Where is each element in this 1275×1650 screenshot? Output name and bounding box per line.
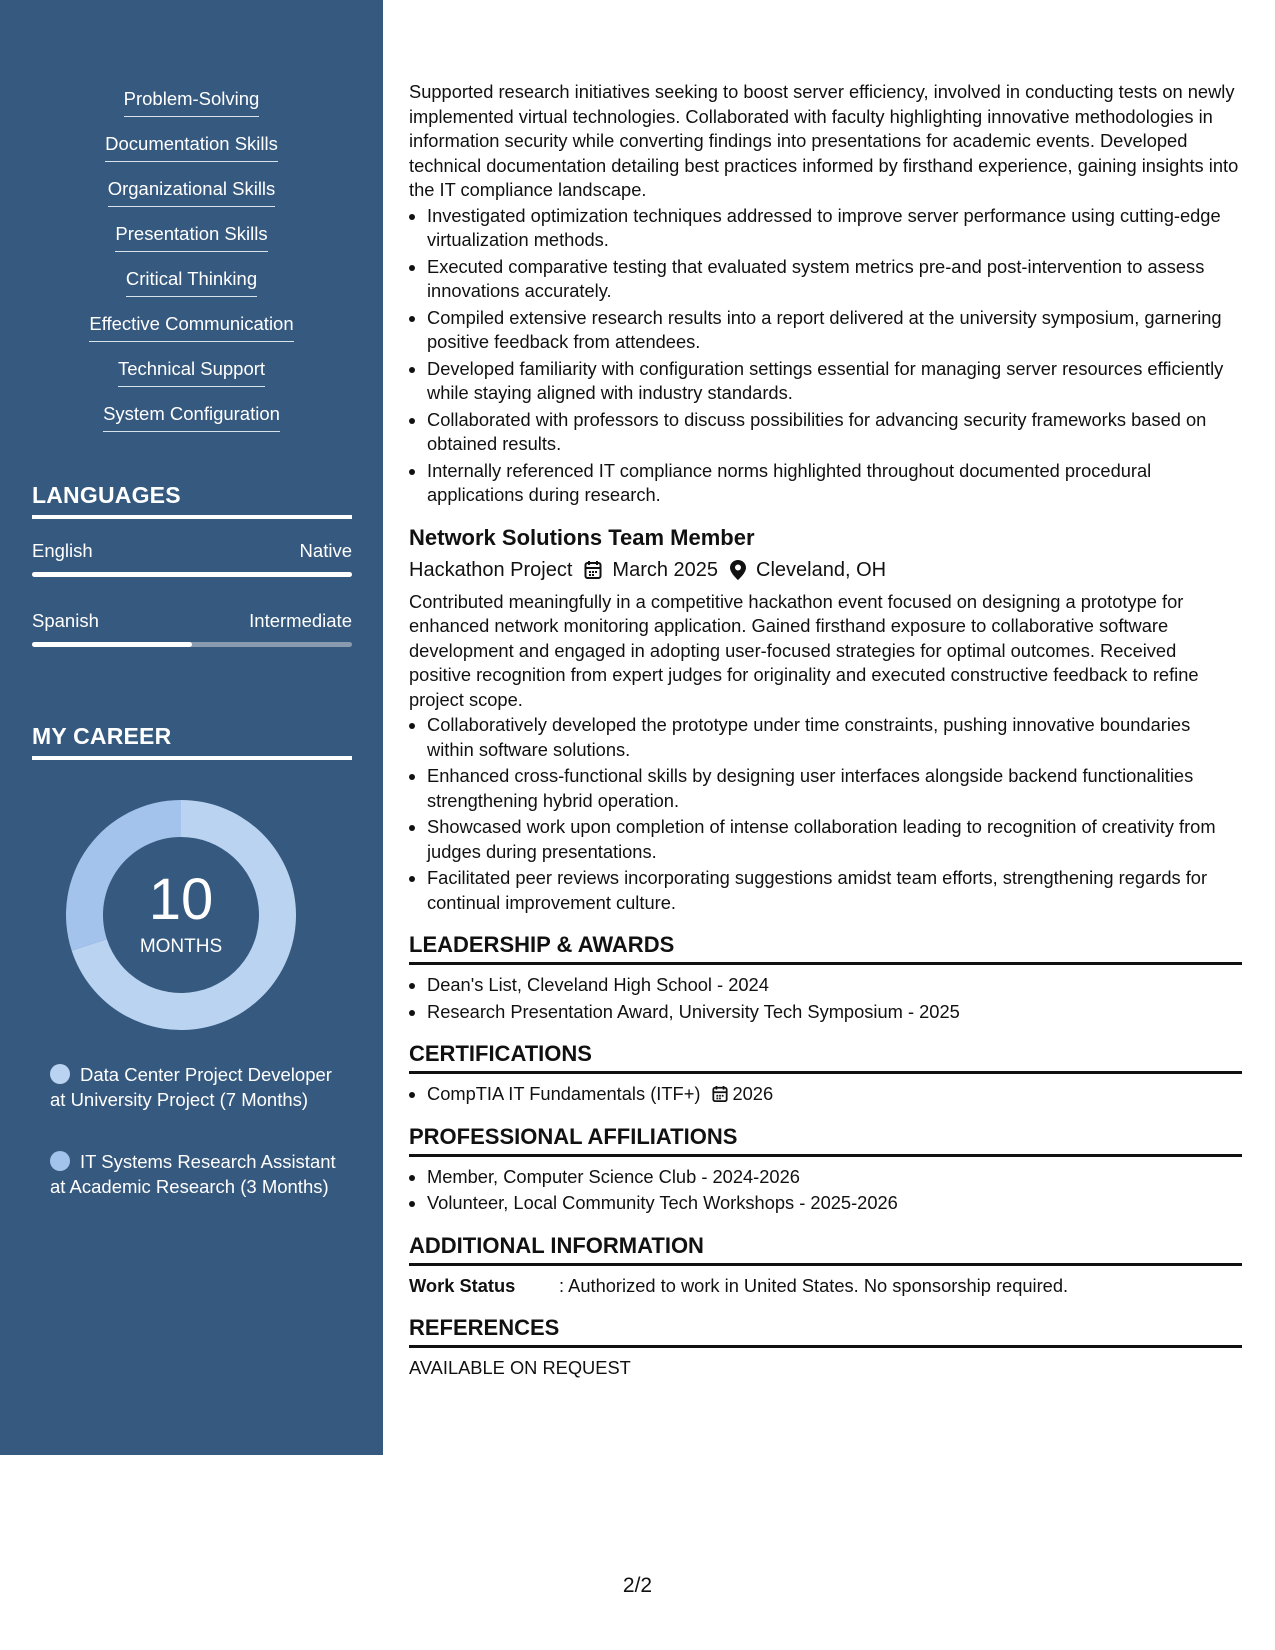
career-legend-item xyxy=(50,1150,340,1199)
leadership-list xyxy=(409,973,1242,1024)
work-status-row xyxy=(409,1274,1242,1299)
languages-heading: LANGUAGES xyxy=(32,482,352,519)
language-name: English xyxy=(32,540,93,561)
list-item: • Enhanced cross-functional skills by designing user interfaces alongside backend functionalities strengthening hybrid operation. xyxy=(427,764,1242,813)
skill-item: Organizational Skills xyxy=(108,176,276,207)
language-name: Spanish xyxy=(32,610,99,631)
references-heading: REFERENCES xyxy=(409,1314,1242,1348)
career-total-months: 10 xyxy=(148,867,214,932)
certification-year: 2026 xyxy=(732,1083,774,1104)
calendar-icon xyxy=(584,560,602,580)
location-pin-icon xyxy=(730,560,746,580)
skill-item: Presentation Skills xyxy=(115,221,267,252)
job-bullets xyxy=(409,713,1242,915)
sidebar xyxy=(0,0,383,1455)
list-item: • Facilitated peer reviews incorporating suggestions amidst team efforts, strengthening regards for continual improvement culture. xyxy=(427,866,1242,915)
job-organization: Hackathon Project xyxy=(409,558,573,581)
list-item: • Executed comparative testing that evaluated system metrics pre-and post-intervention to assess innovations accurately. xyxy=(427,255,1242,304)
skill-item: Effective Communication xyxy=(89,311,293,342)
list-item: • Internally referenced IT compliance norms highlighted throughout documented procedural applications during research. xyxy=(427,459,1242,508)
certifications-heading: CERTIFICATIONS xyxy=(409,1040,1242,1074)
list-item: • Investigated optimization techniques addressed to improve server performance using cutting-edge virtualization methods. xyxy=(427,204,1242,253)
language-bar-english xyxy=(32,572,352,577)
work-status-value: : Authorized to work in United States. No sponsorship required. xyxy=(559,1274,1069,1296)
list-item: • Volunteer, Local Community Tech Workshops - 2025-2026 xyxy=(427,1191,1242,1216)
experience-paragraph: Supported research initiatives seeking to boost server efficiency, involved in conducting tests on newly implemented virtual technologies. Collaborated with faculty highlighting innovative methodologies in information security while converting findings into presentations for academic events. Developed technical documentation detailing best practices informed by firsthand experience, gaining insights into the IT compliance landscape. xyxy=(409,81,1239,200)
list-item: • Research Presentation Award, University Tech Symposium - 2025 xyxy=(427,1000,1242,1025)
job-paragraph: Contributed meaningfully in a competitive hackathon event focused on designing a prototype for enhanced network monitoring application. Gained firsthand exposure to collaborative software development and engaged in adopting user-focused strategies for optimal outcomes. Received positive recognition from expert judges for originality and executed constructive feedback to refine project scope. xyxy=(409,590,1199,710)
work-status-label: Work Status xyxy=(409,1274,516,1296)
career-heading: MY CAREER xyxy=(32,723,352,760)
career-legend-label: IT Systems Research Assistant at Academic Research (3 Months) xyxy=(50,1151,336,1197)
list-item: • Dean's List, Cleveland High School - 2024 xyxy=(427,973,1242,998)
affiliations-heading: PROFESSIONAL AFFILIATIONS xyxy=(409,1123,1242,1157)
language-level: Native xyxy=(299,540,352,561)
list-item xyxy=(427,1082,1242,1107)
skills-list xyxy=(0,86,383,446)
skill-item: Documentation Skills xyxy=(105,131,278,162)
page-number: 2/2 xyxy=(622,1574,653,1597)
affiliations-list xyxy=(409,1165,1242,1216)
legend-dot xyxy=(50,1151,70,1171)
certifications-list xyxy=(409,1082,1242,1107)
calendar-icon xyxy=(712,1085,728,1103)
list-item: • Member, Computer Science Club - 2024-2026 xyxy=(427,1165,1242,1190)
certification-name: • CompTIA IT Fundamentals (ITF+) xyxy=(427,1083,701,1104)
list-item: • Collaboratively developed the prototype under time constraints, pushing innovative boundaries within software solutions. xyxy=(427,713,1242,762)
additional-info-heading: ADDITIONAL INFORMATION xyxy=(409,1232,1242,1266)
list-item: • Collaborated with professors to discuss possibilities for advancing security frameworks based on obtained results. xyxy=(427,408,1242,457)
skill-item: Technical Support xyxy=(118,356,265,387)
language-level: Intermediate xyxy=(249,610,352,631)
certification-row xyxy=(427,1082,1242,1107)
language-bar-fill xyxy=(32,572,352,577)
list-item: • Developed familiarity with configuration settings essential for managing server resources efficiently while staying aligned with industry standards. xyxy=(427,357,1242,406)
job-meta xyxy=(409,556,1242,584)
skill-item: Problem-Solving xyxy=(124,86,260,117)
career-donut-chart xyxy=(66,800,296,1030)
language-bar-spanish xyxy=(32,642,352,647)
donut-center xyxy=(66,800,296,1030)
skill-item: Critical Thinking xyxy=(126,266,257,297)
experience-bullets xyxy=(409,204,1242,508)
list-item: • Compiled extensive research results into a report delivered at the university symposium, garnering positive feedback from attendees. xyxy=(427,306,1242,355)
main-content xyxy=(409,80,1242,1381)
career-legend-label: Data Center Project Developer at University Project (7 Months) xyxy=(50,1064,332,1110)
language-bar-fill xyxy=(32,642,192,647)
career-total-unit: MONTHS xyxy=(139,936,223,957)
job-location: Cleveland, OH xyxy=(756,558,887,581)
skill-item: System Configuration xyxy=(103,401,280,432)
leadership-heading: LEADERSHIP & AWARDS xyxy=(409,931,1242,965)
list-item: • Showcased work upon completion of intense collaboration leading to recognition of creativity from judges during presentations. xyxy=(427,815,1242,864)
career-legend-item xyxy=(50,1063,340,1112)
references-text: AVAILABLE ON REQUEST xyxy=(409,1357,631,1378)
job-title: Network Solutions Team Member xyxy=(409,524,755,550)
job-date: March 2025 xyxy=(612,558,719,581)
legend-dot xyxy=(50,1064,70,1084)
